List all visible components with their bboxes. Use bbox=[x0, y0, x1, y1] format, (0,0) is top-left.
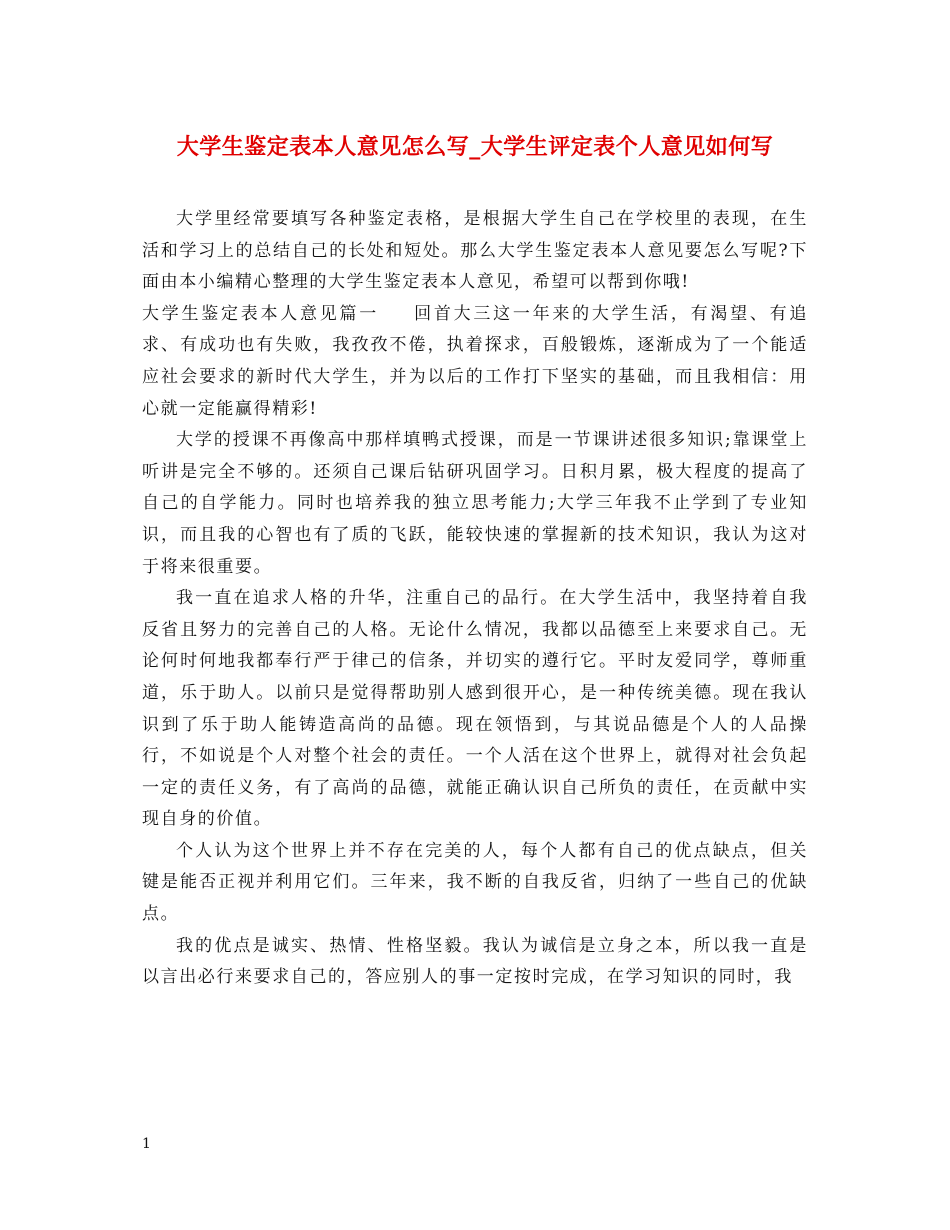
page-number: 1 bbox=[142, 1136, 151, 1152]
body-paragraph: 我的优点是诚实、热情、性格坚毅。我认为诚信是立身之本，所以我一直是以言出必行来要求自己的，答应别人的事一定按时完成，在学习知识的同时，我 bbox=[142, 935, 808, 988]
section-heading: 大学生鉴定表本人意见篇一 bbox=[142, 303, 379, 324]
document-body bbox=[142, 204, 808, 994]
body-paragraph: 大学的授课不再像高中那样填鸭式授课，而是一节课讲述很多知识;靠课堂上听讲是完全不够的。还须自己课后钻研巩固学习。日积月累，极大程度的提高了自己的自学能力。同时也培养我的独立思考能力;大学三年我不止学到了专业知识，而且我的心智也有了质的飞跃，能较快速的掌握新的技术知识，我认为这对于将来很重要。 bbox=[142, 430, 808, 577]
section-first-text: 回首大三这一年来的大学生活，有渴望、有追求、有成功也有失败，我孜孜不倦，执着探求，百般锻炼，逐渐成为了一个能适应社会要求的新时代大学生，并为以后的工作打下坚实的基础，而且我相信：用心就一定能赢得精彩! bbox=[142, 303, 808, 419]
section-paragraph bbox=[142, 299, 808, 425]
document-title: 大学生鉴定表本人意见怎么写_大学生评定表个人意见如何写 bbox=[176, 134, 774, 160]
intro-paragraph: 大学里经常要填写各种鉴定表格，是根据大学生自己在学校里的表现，在生活和学习上的总结自己的长处和短处。那么大学生鉴定表本人意见要怎么写呢?下面由本小编精心整理的大学生鉴定表本人意见，希望可以帮到你哦! bbox=[142, 209, 808, 293]
body-paragraph: 个人认为这个世界上并不存在完美的人，每个人都有自己的优点缺点，但关键是能否正视并利用它们。三年来，我不断的自我反省，归纳了一些自己的优缺点。 bbox=[142, 840, 808, 925]
body-paragraph: 我一直在追求人格的升华，注重自己的品行。在大学生活中，我坚持着自我反省且努力的完善自己的人格。无论什么情况，我都以品德至上来要求自己。无论何时何地我都奉行严于律己的信条，并切实的遵行它。平时友爱同学，尊师重道，乐于助人。以前只是觉得帮助别人感到很开心，是一种传统美德。现在我认识到了乐于助人能铸造高尚的品德。现在领悟到，与其说品德是个人的人品操行，不如说是个人对整个社会的责任。一个人活在这个世界上，就得对社会负起一定的责任义务，有了高尚的品德，就能正确认识自己所负的责任，在贡献中实现自身的价值。 bbox=[142, 588, 808, 830]
